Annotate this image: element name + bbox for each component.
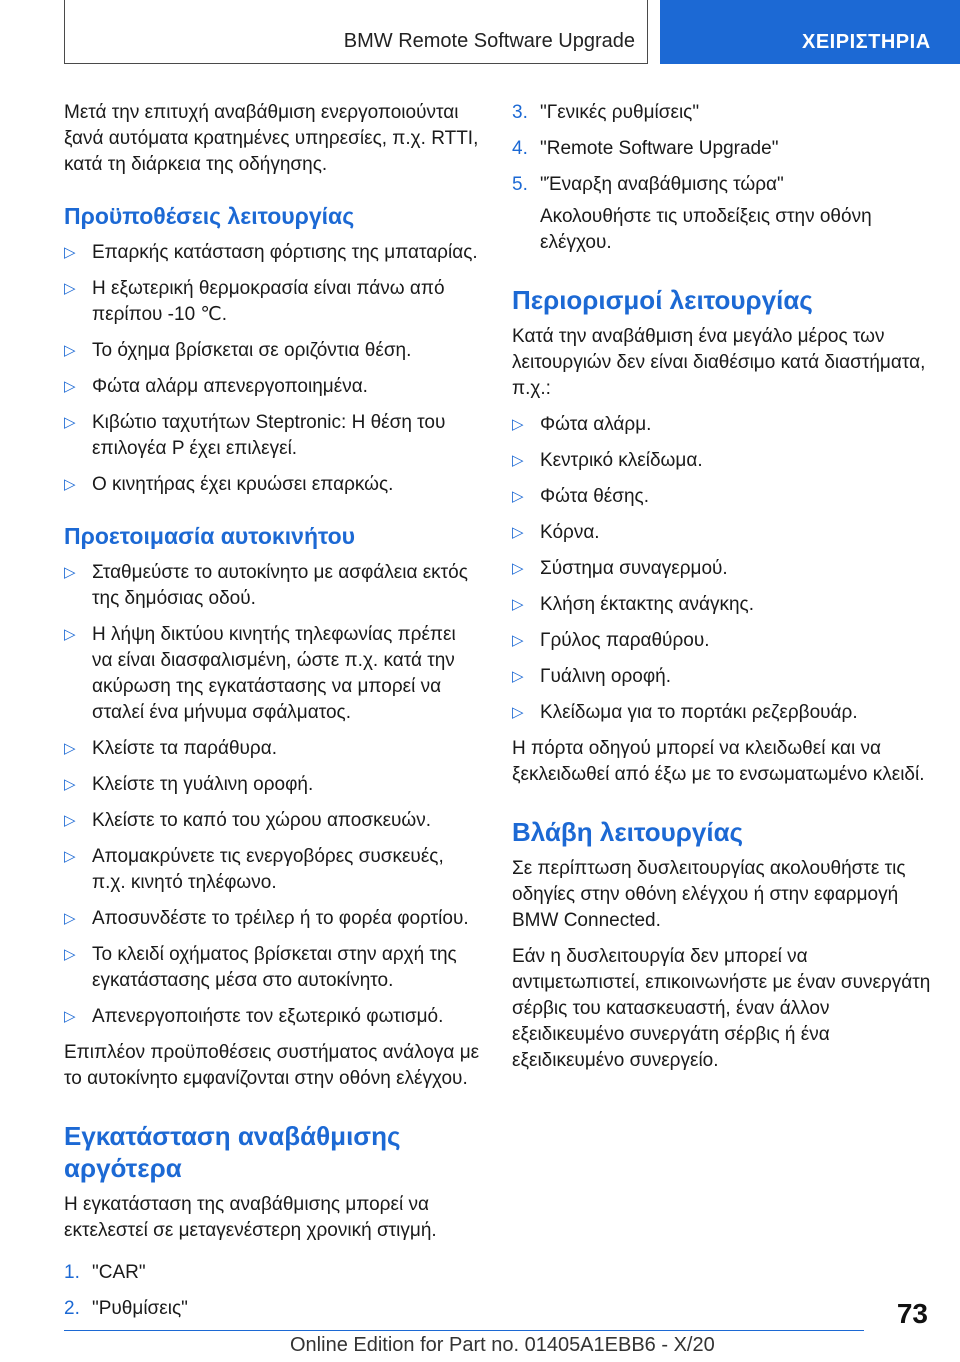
list-item: ▷ Φώτα αλάρμ απενεργοποιημένα. — [64, 374, 480, 400]
header-box — [64, 0, 648, 64]
steps-list-right — [512, 100, 932, 198]
header-title: BMW Remote Software Upgrade — [343, 30, 635, 52]
step-note: Ακολουθήστε τις υποδείξεις στην οθόνη ελέγχου. — [540, 206, 872, 253]
fault-paragraph-1: Σε περίπτωση δυσλειτουργίας ακολουθήστε τις οδηγίες στην οθόνη ελέγχου ή στην εφαρμογή BMW Connected. — [512, 858, 906, 931]
bullet-triangle-icon: ▷ — [512, 704, 524, 721]
step-item: 1. "CAR" — [64, 1262, 146, 1283]
list-item: ▷ Απομακρύνετε τις ενεργοβόρες συσκευές, π.χ. κινητό τηλέφωνο. — [64, 846, 444, 893]
list-item: ▷ Σύστημα συναγερμού. — [512, 556, 932, 582]
bullet-triangle-icon: ▷ — [64, 848, 76, 865]
list-item: ▷ Φώτα αλάρμ. — [512, 412, 932, 438]
list-item: ▷ Κεντρικό κλείδωμα. — [512, 448, 932, 474]
bullet-triangle-icon: ▷ — [64, 1008, 76, 1025]
list-item: ▷ Η εξωτερική θερμοκρασία είναι πάνω από περίπου -10 ℃. — [64, 278, 445, 325]
fault-heading: Βλάβη λειτουργίας — [512, 817, 744, 847]
bullet-triangle-icon: ▷ — [512, 488, 524, 505]
bullet-triangle-icon: ▷ — [512, 560, 524, 577]
prereq-list — [64, 240, 480, 498]
list-item: ▷ Το κλειδί οχήματος βρίσκεται στην αρχή της εγκατάστασης μέσα στο αυτοκίνητο. — [64, 944, 457, 991]
tab-controls[interactable] — [660, 0, 960, 64]
list-item: ▷ Κλείδωμα για το πορτάκι ρεζερβουάρ. — [512, 700, 932, 726]
list-item: ▷ Κλήση έκτακτης ανάγκης. — [512, 592, 932, 618]
bullet-triangle-icon: ▷ — [64, 244, 76, 261]
install-heading: Εγκατάσταση αναβάθμισης αργότερα — [64, 1121, 401, 1183]
bullet-triangle-icon: ▷ — [64, 378, 76, 395]
footer-edition: Online Edition for Part no. 01405A1EBB6 - X/20 — [290, 1334, 715, 1356]
prep-note: Επιπλέον προϋποθέσεις συστήματος ανάλογα με το αυτοκίνητο εμφανίζονται στην οθόνη ελέγχου. — [64, 1042, 480, 1089]
list-item: ▷ Κόρνα. — [512, 520, 932, 546]
bullet-triangle-icon: ▷ — [64, 342, 76, 359]
bullet-triangle-icon: ▷ — [512, 668, 524, 685]
list-item: ▷ Σταθμεύστε το αυτοκίνητο με ασφάλεια εκτός της δημόσιας οδού. — [64, 562, 468, 609]
list-item: ▷ Κλείστε τα παράθυρα. — [64, 736, 480, 762]
bullet-triangle-icon: ▷ — [64, 740, 76, 757]
list-item: ▷ Γρύλος παραθύρου. — [512, 628, 932, 654]
list-item: ▷ Το όχημα βρίσκεται σε οριζόντια θέση. — [64, 338, 480, 364]
bullet-triangle-icon: ▷ — [64, 564, 76, 581]
limits-list — [512, 412, 932, 726]
list-item: ▷ Κλείστε τη γυάλινη οροφή. — [64, 772, 480, 798]
footer-rule — [64, 1330, 864, 1331]
list-item: ▷ Κλείστε το καπό του χώρου αποσκευών. — [64, 808, 480, 834]
step-item: 5. "Έναρξη αναβάθμισης τώρα" — [512, 174, 784, 195]
left-column — [64, 100, 480, 1332]
bullet-triangle-icon: ▷ — [64, 280, 76, 297]
bullet-triangle-icon: ▷ — [64, 414, 76, 431]
list-item: ▷ Απενεργοποιήστε τον εξωτερικό φωτισμό. — [64, 1004, 480, 1030]
page-number: 73 — [896, 1298, 928, 1329]
list-item: ▷ Η λήψη δικτύου κινητής τηλεφωνίας πρέπει να είναι διασφαλισμένη, ώστε π.χ. κατά την ακύρωση της εγκατάστασης να μπορεί να σταλεί ένα μήνυμα σφάλματος. — [64, 624, 456, 723]
list-item: ▷ Ο κινητήρας έχει κρυώσει επαρκώς. — [64, 472, 480, 498]
bullet-triangle-icon: ▷ — [512, 452, 524, 469]
bullet-triangle-icon: ▷ — [64, 910, 76, 927]
bullet-triangle-icon: ▷ — [64, 946, 76, 963]
bullet-triangle-icon: ▷ — [512, 416, 524, 433]
right-column — [512, 100, 932, 1084]
step-item: 4. "Remote Software Upgrade" — [512, 138, 779, 159]
fault-paragraph-2: Εάν η δυσλειτουργία δεν μπορεί να αντιμετωπιστεί, επικοινωνήστε με έναν συνεργάτη σέρβις του κατασκευαστή, έναν άλλον εξειδικευμένο συνεργάτη σέρβις ή ένα εξειδικευμένο συνεργείο. — [512, 946, 931, 1071]
list-item: ▷ Κιβώτιο ταχυτήτων Steptronic: Η θέση του επιλογέα P έχει επιλεγεί. — [64, 412, 446, 459]
intro-paragraph: Μετά την επιτυχή αναβάθμιση ενεργοποιούνται ξανά αυτόματα κρατημένες υπηρεσίες, π.χ. RTTI, κατά τη διάρκεια της οδήγησης. — [64, 102, 479, 175]
step-item: 3. "Γενικές ρυθμίσεις" — [512, 102, 700, 123]
install-text: Η εγκατάσταση της αναβάθμισης μπορεί να εκτελεστεί σε μεταγενέστερη χρονική στιγμή. — [64, 1194, 437, 1241]
prep-heading: Προετοιμασία αυτοκινήτου — [64, 523, 356, 549]
limits-intro: Κατά την αναβάθμιση ένα μεγάλο μέρος των λειτουργιών δεν είναι διαθέσιμο κατά διαστήματα, π.χ.: — [512, 326, 926, 399]
bullet-triangle-icon: ▷ — [512, 632, 524, 649]
limits-heading: Περιορισμοί λειτουργίας — [512, 285, 813, 315]
list-item: ▷ Γυάλινη οροφή. — [512, 664, 932, 690]
prep-list — [64, 560, 480, 1030]
step-item: 2. "Ρυθμίσεις" — [64, 1298, 188, 1319]
steps-list-left — [64, 1260, 480, 1322]
limits-note: Η πόρτα οδηγού μπορεί να κλειδωθεί και να ξεκλειδωθεί από έξω με το ενσωματωμένο κλειδί. — [512, 738, 925, 785]
list-item: ▷ Αποσυνδέστε το τρέιλερ ή το φορέα φορτίου. — [64, 906, 480, 932]
bullet-triangle-icon: ▷ — [512, 524, 524, 541]
bullet-triangle-icon: ▷ — [64, 776, 76, 793]
bullet-triangle-icon: ▷ — [64, 476, 76, 493]
list-item: ▷ Επαρκής κατάσταση φόρτισης της μπαταρίας. — [64, 240, 480, 266]
prereq-heading: Προϋποθέσεις λειτουργίας — [64, 203, 355, 229]
bullet-triangle-icon: ▷ — [512, 596, 524, 613]
bullet-triangle-icon: ▷ — [64, 626, 76, 643]
bullet-triangle-icon: ▷ — [64, 812, 76, 829]
list-item: ▷ Φώτα θέσης. — [512, 484, 932, 510]
tab-controls-label: ΧΕΙΡΙΣΤΗΡΙΑ — [802, 31, 931, 53]
